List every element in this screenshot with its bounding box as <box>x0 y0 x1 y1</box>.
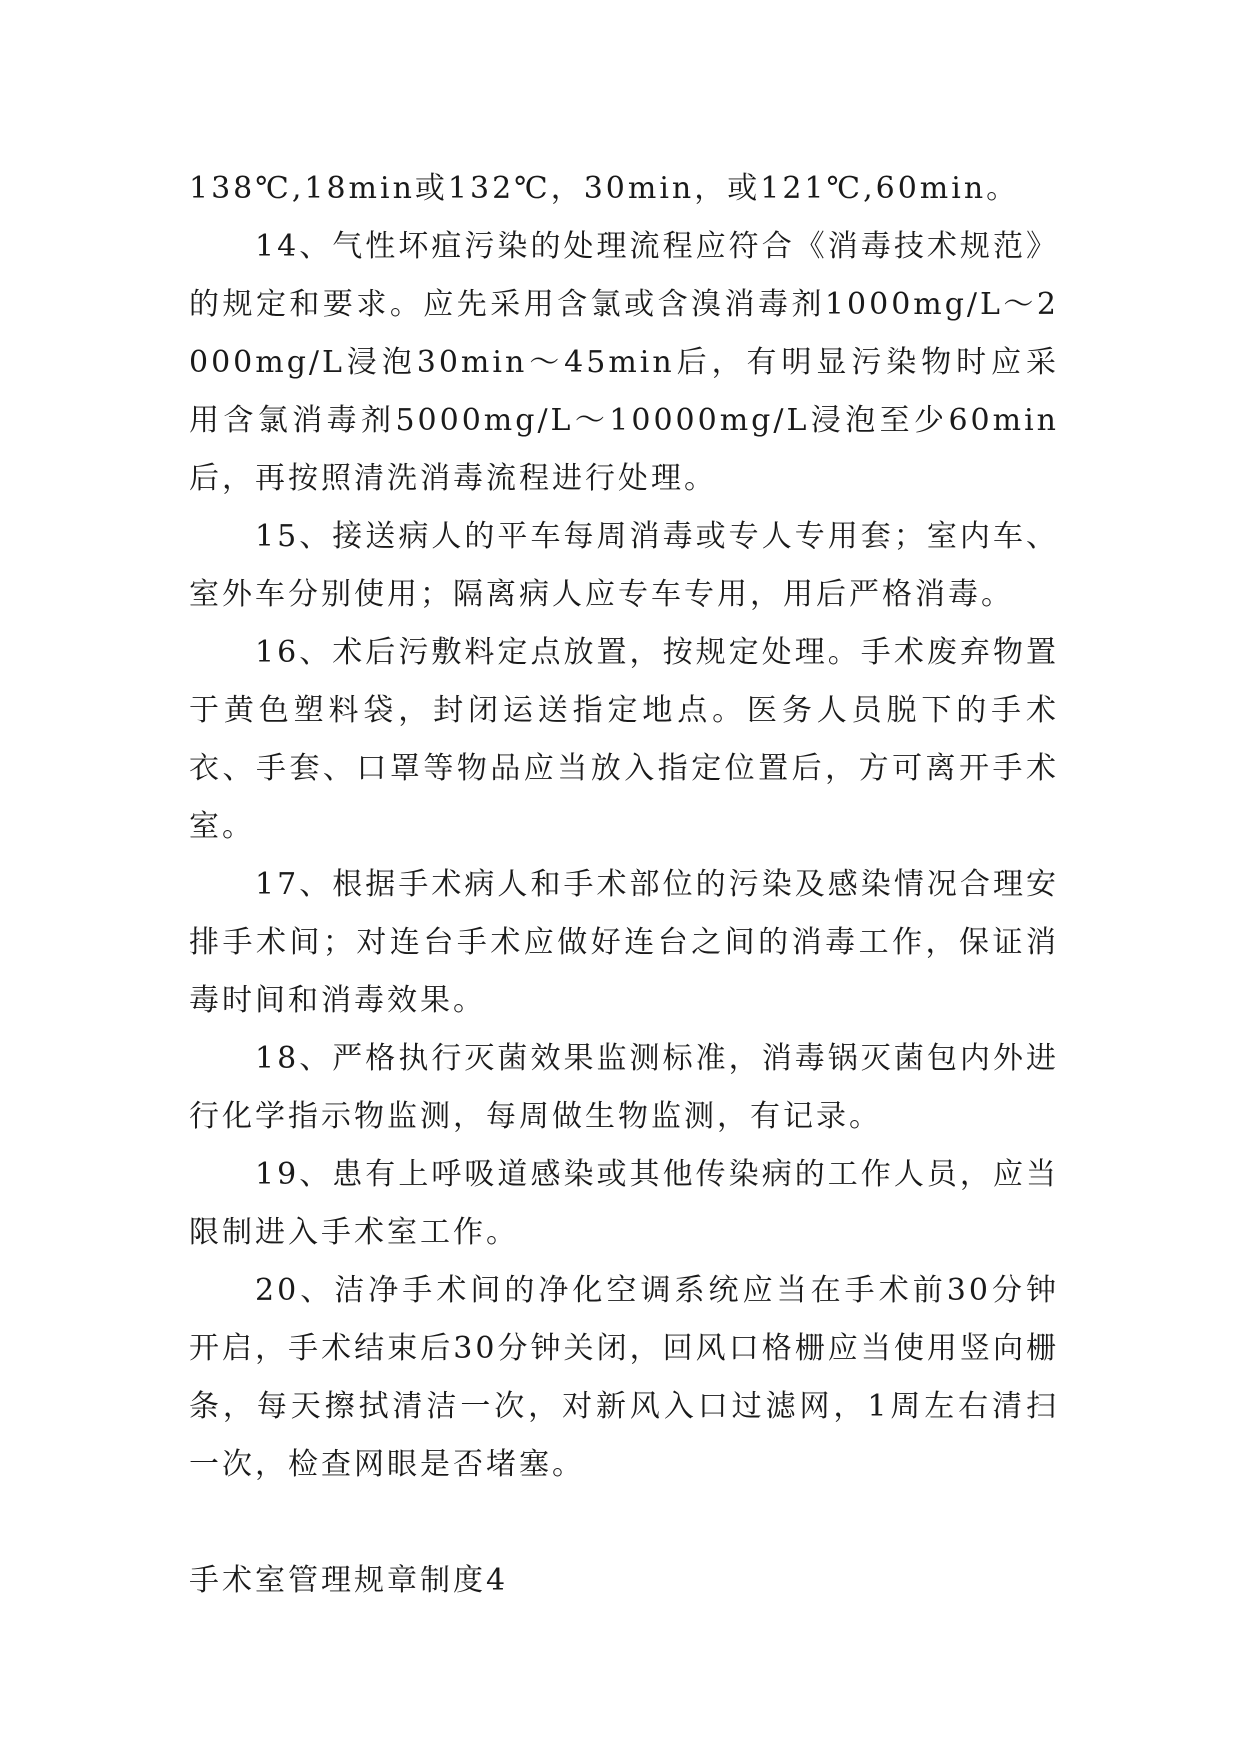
paragraph-continuation: 138℃,18min或132℃，30min，或121℃,60min。 <box>189 171 1020 206</box>
section-heading: 手术室管理规章制度4 <box>189 1563 509 1598</box>
paragraph-item-19: 19、患有上呼吸道感染或其他传染病的工作人员，应当限制进入手术室工作。 <box>189 1157 1059 1250</box>
section-spacer <box>189 1494 1059 1552</box>
document-body <box>189 160 1059 1610</box>
paragraph-item-16: 16、术后污敷料定点放置，按规定处理。手术废弃物置于黄色塑料袋，封闭运送指定地点。医务人员脱下的手术衣、手套、口罩等物品应当放入指定位置后，方可离开手术室。 <box>189 635 1059 844</box>
paragraph-item-17: 17、根据手术病人和手术部位的污染及感染情况合理安排手术间；对连台手术应做好连台之间的消毒工作，保证消毒时间和消毒效果。 <box>189 867 1059 1018</box>
paragraph-item-18: 18、严格执行灭菌效果监测标准，消毒锅灭菌包内外进行化学指示物监测，每周做生物监测，有记录。 <box>189 1041 1059 1134</box>
paragraph-item-15: 15、接送病人的平车每周消毒或专人专用套；室内车、室外车分别使用；隔离病人应专车专用，用后严格消毒。 <box>189 519 1059 612</box>
paragraph-item-20: 20、洁净手术间的净化空调系统应当在手术前30分钟开启，手术结束后30分钟关闭，回风口格栅应当使用竖向栅条，每天擦拭清洁一次，对新风入口过滤网，1周左右清扫一次，检查网眼是否堵塞。 <box>189 1273 1059 1482</box>
paragraph-item-14: 14、气性坏疽污染的处理流程应符合《消毒技术规范》的规定和要求。应先采用含氯或含溴消毒剂1000mg/L～2000mg/L浸泡30min～45min后，有明显污染物时应采用含氯消毒剂5000mg/L～10000mg/L浸泡至少60min后，再按照清洗消毒流程进行处理。 <box>189 229 1059 496</box>
